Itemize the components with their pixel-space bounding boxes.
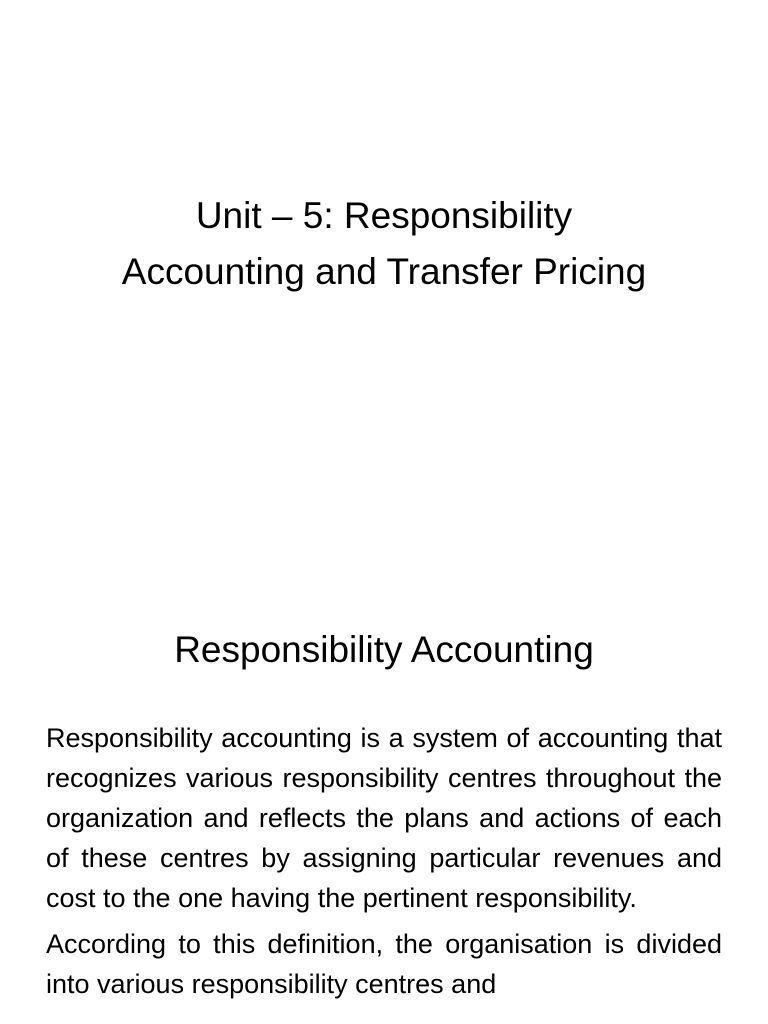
content-slide bbox=[0, 576, 768, 1024]
slide-body bbox=[46, 718, 722, 1010]
slide-title-line-1: Unit – 5: Responsibility bbox=[195, 195, 573, 236]
body-paragraph-1: Responsibility accounting is a system of accounting that recognizes various responsibility centres throughout the organization and reflects the plans and actions of each of these centres by assigning particular revenues and cost to the one having the pertinent responsibility. bbox=[46, 723, 722, 913]
slide-title bbox=[40, 188, 728, 300]
body-paragraph-2: According to this definition, the organisation is divided into various responsibility centres and bbox=[46, 929, 722, 999]
slide-heading: Responsibility Accounting bbox=[174, 629, 594, 670]
slide-title-line-2: Accounting and Transfer Pricing bbox=[121, 251, 647, 292]
